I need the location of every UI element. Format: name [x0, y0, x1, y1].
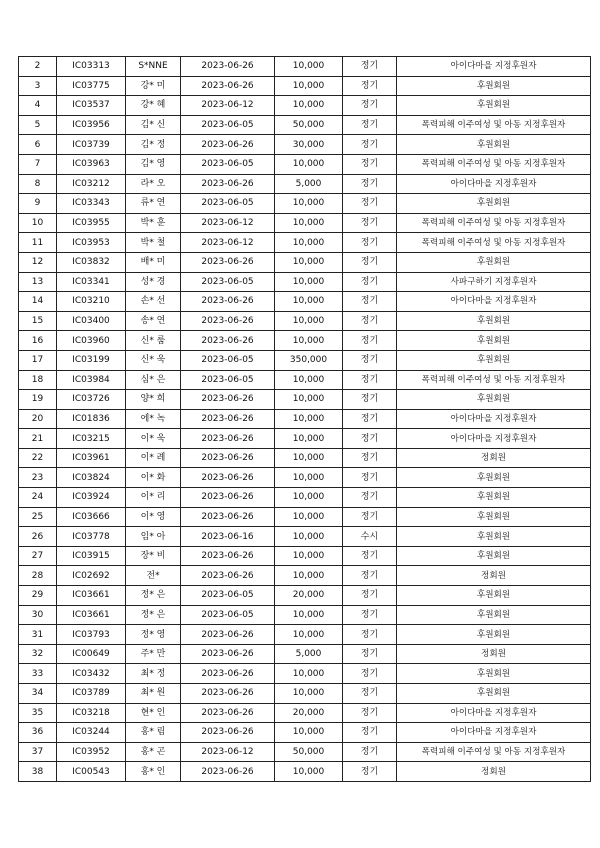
donation-amount-cell: 10,000: [275, 468, 343, 488]
donation-date-cell: 2023-06-05: [181, 586, 275, 606]
donation-amount-cell: 10,000: [275, 272, 343, 292]
donation-amount-cell: 10,000: [275, 76, 343, 96]
donor-name-cell: 심* 은: [126, 370, 181, 390]
donor-name-cell: 양* 희: [126, 390, 181, 410]
donor-category-cell: 후원회원: [397, 625, 591, 645]
row-number-cell: 28: [19, 566, 57, 586]
donation-type-cell: 정기: [343, 684, 397, 704]
donor-name-cell: 전*: [126, 566, 181, 586]
row-number-cell: 17: [19, 350, 57, 370]
donor-name-cell: 배* 미: [126, 252, 181, 272]
donation-type-cell: 정기: [343, 115, 397, 135]
donor-id-cell: IC02692: [57, 566, 126, 586]
row-number-cell: 7: [19, 154, 57, 174]
donor-category-cell: 후원회원: [397, 350, 591, 370]
row-number-cell: 15: [19, 311, 57, 331]
donor-id-cell: IC03952: [57, 742, 126, 762]
donation-type-cell: 정기: [343, 233, 397, 253]
donor-category-cell: 후원회원: [397, 586, 591, 606]
donor-id-cell: IC00649: [57, 644, 126, 664]
row-number-cell: 20: [19, 409, 57, 429]
donation-amount-cell: 10,000: [275, 507, 343, 527]
donor-id-cell: IC03778: [57, 527, 126, 547]
row-number-cell: 24: [19, 488, 57, 508]
donation-amount-cell: 10,000: [275, 331, 343, 351]
row-number-cell: 22: [19, 448, 57, 468]
row-number-cell: 37: [19, 742, 57, 762]
donation-date-cell: 2023-06-05: [181, 370, 275, 390]
table-row: [19, 370, 591, 390]
donation-type-cell: 정기: [343, 546, 397, 566]
donor-category-cell: 사파구하기 지정후원자: [397, 272, 591, 292]
table-row: [19, 409, 591, 429]
donation-type-cell: 정기: [343, 135, 397, 155]
table-row: [19, 703, 591, 723]
donation-amount-cell: 10,000: [275, 252, 343, 272]
donation-amount-cell: 350,000: [275, 350, 343, 370]
row-number-cell: 29: [19, 586, 57, 606]
donor-name-cell: 최* 정: [126, 664, 181, 684]
table-row: [19, 762, 591, 782]
donation-date-cell: 2023-06-26: [181, 57, 275, 77]
donor-category-cell: 후원회원: [397, 135, 591, 155]
donation-date-cell: 2023-06-26: [181, 723, 275, 743]
donation-date-cell: 2023-06-05: [181, 272, 275, 292]
donor-name-cell: 김* 정: [126, 135, 181, 155]
donor-id-cell: IC03955: [57, 213, 126, 233]
donation-date-cell: 2023-06-05: [181, 605, 275, 625]
table-row: [19, 742, 591, 762]
donor-name-cell: 현* 인: [126, 703, 181, 723]
donation-date-cell: 2023-06-26: [181, 76, 275, 96]
donation-amount-cell: 10,000: [275, 233, 343, 253]
row-number-cell: 25: [19, 507, 57, 527]
donor-name-cell: 정* 은: [126, 605, 181, 625]
donation-type-cell: 정기: [343, 605, 397, 625]
table-row: [19, 684, 591, 704]
row-number-cell: 2: [19, 57, 57, 77]
row-number-cell: 4: [19, 96, 57, 116]
table-row: [19, 566, 591, 586]
donation-type-cell: 정기: [343, 566, 397, 586]
donation-amount-cell: 10,000: [275, 566, 343, 586]
row-number-cell: 8: [19, 174, 57, 194]
donor-id-cell: IC01836: [57, 409, 126, 429]
table-row: [19, 350, 591, 370]
donor-id-cell: IC03210: [57, 292, 126, 312]
donor-name-cell: 홍* 인: [126, 762, 181, 782]
donation-date-cell: 2023-06-05: [181, 115, 275, 135]
table-row: [19, 546, 591, 566]
donation-date-cell: 2023-06-26: [181, 311, 275, 331]
row-number-cell: 32: [19, 644, 57, 664]
donation-amount-cell: 10,000: [275, 154, 343, 174]
table-row: [19, 96, 591, 116]
donor-id-cell: IC03739: [57, 135, 126, 155]
table-row: [19, 252, 591, 272]
donor-category-cell: 후원회원: [397, 527, 591, 547]
donor-id-cell: IC03775: [57, 76, 126, 96]
donation-date-cell: 2023-06-05: [181, 154, 275, 174]
donor-id-cell: IC03313: [57, 57, 126, 77]
donor-id-cell: IC03984: [57, 370, 126, 390]
donor-category-cell: 아이다마을 지정후원자: [397, 174, 591, 194]
donor-category-cell: 후원회원: [397, 96, 591, 116]
donor-name-cell: 류* 연: [126, 194, 181, 214]
donation-type-cell: 정기: [343, 76, 397, 96]
donor-id-cell: IC03726: [57, 390, 126, 410]
donation-type-cell: 정기: [343, 370, 397, 390]
donation-amount-cell: 30,000: [275, 135, 343, 155]
donor-id-cell: IC03244: [57, 723, 126, 743]
donor-id-cell: IC03432: [57, 664, 126, 684]
donation-amount-cell: 10,000: [275, 57, 343, 77]
donor-category-cell: 후원회원: [397, 546, 591, 566]
donor-name-cell: 김* 신: [126, 115, 181, 135]
donation-amount-cell: 10,000: [275, 448, 343, 468]
donor-category-cell: 아이다마을 지정후원자: [397, 57, 591, 77]
donor-table: [18, 56, 591, 782]
donation-date-cell: 2023-06-26: [181, 762, 275, 782]
row-number-cell: 23: [19, 468, 57, 488]
donation-date-cell: 2023-06-26: [181, 448, 275, 468]
donor-category-cell: 아이다마을 지정후원자: [397, 703, 591, 723]
donor-category-cell: 아이다마을 지정후원자: [397, 409, 591, 429]
row-number-cell: 5: [19, 115, 57, 135]
table-row: [19, 57, 591, 77]
donation-type-cell: 정기: [343, 448, 397, 468]
donation-type-cell: 정기: [343, 703, 397, 723]
donor-name-cell: 라* 오: [126, 174, 181, 194]
table-row: [19, 605, 591, 625]
donation-amount-cell: 10,000: [275, 409, 343, 429]
donor-category-cell: 정회원: [397, 762, 591, 782]
donor-id-cell: IC03956: [57, 115, 126, 135]
donor-category-cell: 후원회원: [397, 311, 591, 331]
table-row: [19, 723, 591, 743]
donor-id-cell: IC03341: [57, 272, 126, 292]
donation-date-cell: 2023-06-26: [181, 409, 275, 429]
donation-amount-cell: 5,000: [275, 174, 343, 194]
table-row: [19, 154, 591, 174]
donation-date-cell: 2023-06-26: [181, 252, 275, 272]
donation-type-cell: 정기: [343, 252, 397, 272]
row-number-cell: 18: [19, 370, 57, 390]
donor-name-cell: 임* 아: [126, 527, 181, 547]
donor-category-cell: 아이다마을 지정후원자: [397, 292, 591, 312]
donation-type-cell: 정기: [343, 762, 397, 782]
row-number-cell: 38: [19, 762, 57, 782]
table-row: [19, 331, 591, 351]
donation-type-cell: 정기: [343, 96, 397, 116]
donation-type-cell: 정기: [343, 409, 397, 429]
donor-category-cell: 후원회원: [397, 390, 591, 410]
donation-type-cell: 정기: [343, 213, 397, 233]
donor-id-cell: IC03961: [57, 448, 126, 468]
donor-name-cell: 장* 비: [126, 546, 181, 566]
donor-category-cell: 후원회원: [397, 507, 591, 527]
row-number-cell: 34: [19, 684, 57, 704]
donor-category-cell: 아이다마을 지정후원자: [397, 723, 591, 743]
donor-id-cell: IC03953: [57, 233, 126, 253]
row-number-cell: 21: [19, 429, 57, 449]
donation-type-cell: 정기: [343, 723, 397, 743]
table-row: [19, 586, 591, 606]
table-row: [19, 76, 591, 96]
donor-name-cell: 이* 례: [126, 448, 181, 468]
donation-type-cell: 정기: [343, 644, 397, 664]
table-row: [19, 115, 591, 135]
donor-id-cell: IC00543: [57, 762, 126, 782]
donor-id-cell: IC03661: [57, 586, 126, 606]
donor-name-cell: 송* 연: [126, 311, 181, 331]
donor-category-cell: 정회원: [397, 566, 591, 586]
donor-category-cell: 폭력피해 이주여성 및 아동 지정후원자: [397, 233, 591, 253]
donation-amount-cell: 10,000: [275, 429, 343, 449]
donation-amount-cell: 10,000: [275, 684, 343, 704]
donor-id-cell: IC03199: [57, 350, 126, 370]
donation-date-cell: 2023-06-26: [181, 390, 275, 410]
row-number-cell: 12: [19, 252, 57, 272]
row-number-cell: 14: [19, 292, 57, 312]
donor-category-cell: 아이다마을 지정후원자: [397, 429, 591, 449]
donor-category-cell: 폭력피해 이주여성 및 아동 지정후원자: [397, 370, 591, 390]
donor-category-cell: 후원회원: [397, 605, 591, 625]
table-row: [19, 468, 591, 488]
donation-date-cell: 2023-06-26: [181, 507, 275, 527]
donation-date-cell: 2023-06-12: [181, 742, 275, 762]
donation-amount-cell: 10,000: [275, 762, 343, 782]
table-row: [19, 292, 591, 312]
donation-date-cell: 2023-06-26: [181, 644, 275, 664]
donation-type-cell: 정기: [343, 468, 397, 488]
donor-name-cell: S*NNE: [126, 57, 181, 77]
donation-type-cell: 정기: [343, 586, 397, 606]
row-number-cell: 33: [19, 664, 57, 684]
donation-amount-cell: 10,000: [275, 390, 343, 410]
donation-date-cell: 2023-06-05: [181, 350, 275, 370]
donation-amount-cell: 50,000: [275, 742, 343, 762]
donor-table-body: [19, 57, 591, 782]
donor-category-cell: 후원회원: [397, 194, 591, 214]
donation-amount-cell: 10,000: [275, 527, 343, 547]
table-row: [19, 488, 591, 508]
donor-id-cell: IC03832: [57, 252, 126, 272]
donor-name-cell: 이* 리: [126, 488, 181, 508]
donor-id-cell: IC03215: [57, 429, 126, 449]
donation-date-cell: 2023-06-26: [181, 684, 275, 704]
donation-amount-cell: 10,000: [275, 546, 343, 566]
donor-category-cell: 후원회원: [397, 488, 591, 508]
donation-date-cell: 2023-06-26: [181, 174, 275, 194]
donation-amount-cell: 10,000: [275, 488, 343, 508]
row-number-cell: 6: [19, 135, 57, 155]
donor-id-cell: IC03212: [57, 174, 126, 194]
donation-amount-cell: 10,000: [275, 194, 343, 214]
donation-date-cell: 2023-06-12: [181, 96, 275, 116]
donation-type-cell: 정기: [343, 57, 397, 77]
donor-name-cell: 박* 훈: [126, 213, 181, 233]
row-number-cell: 10: [19, 213, 57, 233]
donor-id-cell: IC03218: [57, 703, 126, 723]
donation-type-cell: 정기: [343, 331, 397, 351]
donor-name-cell: 이* 욱: [126, 429, 181, 449]
donation-type-cell: 정기: [343, 488, 397, 508]
donation-date-cell: 2023-06-12: [181, 233, 275, 253]
donation-type-cell: 정기: [343, 507, 397, 527]
row-number-cell: 26: [19, 527, 57, 547]
donation-date-cell: 2023-06-26: [181, 468, 275, 488]
donation-amount-cell: 5,000: [275, 644, 343, 664]
donation-amount-cell: 10,000: [275, 723, 343, 743]
donor-id-cell: IC03666: [57, 507, 126, 527]
donation-amount-cell: 10,000: [275, 311, 343, 331]
donor-name-cell: 강* 혜: [126, 96, 181, 116]
donation-amount-cell: 10,000: [275, 625, 343, 645]
donation-type-cell: 정기: [343, 174, 397, 194]
donor-name-cell: 이* 화: [126, 468, 181, 488]
row-number-cell: 35: [19, 703, 57, 723]
donor-name-cell: 정* 영: [126, 625, 181, 645]
donation-date-cell: 2023-06-26: [181, 566, 275, 586]
table-row: [19, 135, 591, 155]
row-number-cell: 31: [19, 625, 57, 645]
table-row: [19, 448, 591, 468]
donor-name-cell: 홍* 림: [126, 723, 181, 743]
table-row: [19, 272, 591, 292]
donor-id-cell: IC03537: [57, 96, 126, 116]
donation-type-cell: 정기: [343, 350, 397, 370]
donor-id-cell: IC03661: [57, 605, 126, 625]
row-number-cell: 9: [19, 194, 57, 214]
donor-id-cell: IC03915: [57, 546, 126, 566]
donor-id-cell: IC03924: [57, 488, 126, 508]
donor-category-cell: 후원회원: [397, 331, 591, 351]
donation-type-cell: 정기: [343, 292, 397, 312]
donor-name-cell: 이* 영: [126, 507, 181, 527]
table-row: [19, 625, 591, 645]
donor-id-cell: IC03793: [57, 625, 126, 645]
donor-name-cell: 신* 룸: [126, 331, 181, 351]
donation-type-cell: 정기: [343, 625, 397, 645]
donation-amount-cell: 10,000: [275, 213, 343, 233]
donation-date-cell: 2023-06-26: [181, 292, 275, 312]
donation-type-cell: 정기: [343, 311, 397, 331]
donor-category-cell: 후원회원: [397, 468, 591, 488]
donor-category-cell: 후원회원: [397, 684, 591, 704]
donation-type-cell: 정기: [343, 742, 397, 762]
donor-name-cell: 정* 은: [126, 586, 181, 606]
donor-name-cell: 에* 녹: [126, 409, 181, 429]
donor-name-cell: 김* 영: [126, 154, 181, 174]
donor-name-cell: 성* 경: [126, 272, 181, 292]
donor-category-cell: 폭력피해 이주여성 및 아동 지정후원자: [397, 154, 591, 174]
donor-id-cell: IC03824: [57, 468, 126, 488]
donation-amount-cell: 10,000: [275, 664, 343, 684]
table-row: [19, 194, 591, 214]
donation-type-cell: 정기: [343, 664, 397, 684]
donation-type-cell: 수시: [343, 527, 397, 547]
row-number-cell: 16: [19, 331, 57, 351]
donor-category-cell: 폭력피해 이주여성 및 아동 지정후원자: [397, 213, 591, 233]
donor-id-cell: IC03963: [57, 154, 126, 174]
donor-name-cell: 주* 만: [126, 644, 181, 664]
donation-date-cell: 2023-06-12: [181, 213, 275, 233]
donor-id-cell: IC03789: [57, 684, 126, 704]
donation-date-cell: 2023-06-26: [181, 703, 275, 723]
donation-date-cell: 2023-06-26: [181, 488, 275, 508]
donor-name-cell: 강* 미: [126, 76, 181, 96]
donation-date-cell: 2023-06-26: [181, 429, 275, 449]
table-row: [19, 507, 591, 527]
donor-category-cell: 후원회원: [397, 664, 591, 684]
donation-date-cell: 2023-06-26: [181, 331, 275, 351]
table-row: [19, 644, 591, 664]
donor-id-cell: IC03400: [57, 311, 126, 331]
donation-date-cell: 2023-06-26: [181, 664, 275, 684]
row-number-cell: 27: [19, 546, 57, 566]
table-row: [19, 174, 591, 194]
donation-amount-cell: 10,000: [275, 605, 343, 625]
donor-category-cell: 폭력피해 이주여성 및 아동 지정후원자: [397, 115, 591, 135]
table-row: [19, 213, 591, 233]
donation-amount-cell: 10,000: [275, 370, 343, 390]
donor-name-cell: 박* 철: [126, 233, 181, 253]
donor-name-cell: 신* 욱: [126, 350, 181, 370]
donation-type-cell: 정기: [343, 154, 397, 174]
row-number-cell: 19: [19, 390, 57, 410]
row-number-cell: 3: [19, 76, 57, 96]
donation-amount-cell: 10,000: [275, 292, 343, 312]
table-row: [19, 664, 591, 684]
donation-date-cell: 2023-06-05: [181, 194, 275, 214]
row-number-cell: 36: [19, 723, 57, 743]
donor-name-cell: 최* 원: [126, 684, 181, 704]
donor-category-cell: 정회원: [397, 448, 591, 468]
donor-name-cell: 홍* 곤: [126, 742, 181, 762]
donor-category-cell: 후원회원: [397, 252, 591, 272]
table-row: [19, 390, 591, 410]
donation-type-cell: 정기: [343, 390, 397, 410]
donation-date-cell: 2023-06-26: [181, 135, 275, 155]
donation-amount-cell: 50,000: [275, 115, 343, 135]
donation-date-cell: 2023-06-26: [181, 625, 275, 645]
table-row: [19, 527, 591, 547]
donor-category-cell: 정회원: [397, 644, 591, 664]
donor-name-cell: 손* 선: [126, 292, 181, 312]
row-number-cell: 11: [19, 233, 57, 253]
donation-type-cell: 정기: [343, 429, 397, 449]
donor-id-cell: IC03960: [57, 331, 126, 351]
donor-category-cell: 폭력피해 이주여성 및 아동 지정후원자: [397, 742, 591, 762]
donation-date-cell: 2023-06-16: [181, 527, 275, 547]
donor-category-cell: 후원회원: [397, 76, 591, 96]
row-number-cell: 30: [19, 605, 57, 625]
row-number-cell: 13: [19, 272, 57, 292]
table-row: [19, 311, 591, 331]
donation-amount-cell: 20,000: [275, 703, 343, 723]
donation-amount-cell: 20,000: [275, 586, 343, 606]
table-row: [19, 233, 591, 253]
donation-date-cell: 2023-06-26: [181, 546, 275, 566]
donation-type-cell: 정기: [343, 272, 397, 292]
donation-amount-cell: 10,000: [275, 96, 343, 116]
table-row: [19, 429, 591, 449]
donation-type-cell: 정기: [343, 194, 397, 214]
donor-id-cell: IC03343: [57, 194, 126, 214]
